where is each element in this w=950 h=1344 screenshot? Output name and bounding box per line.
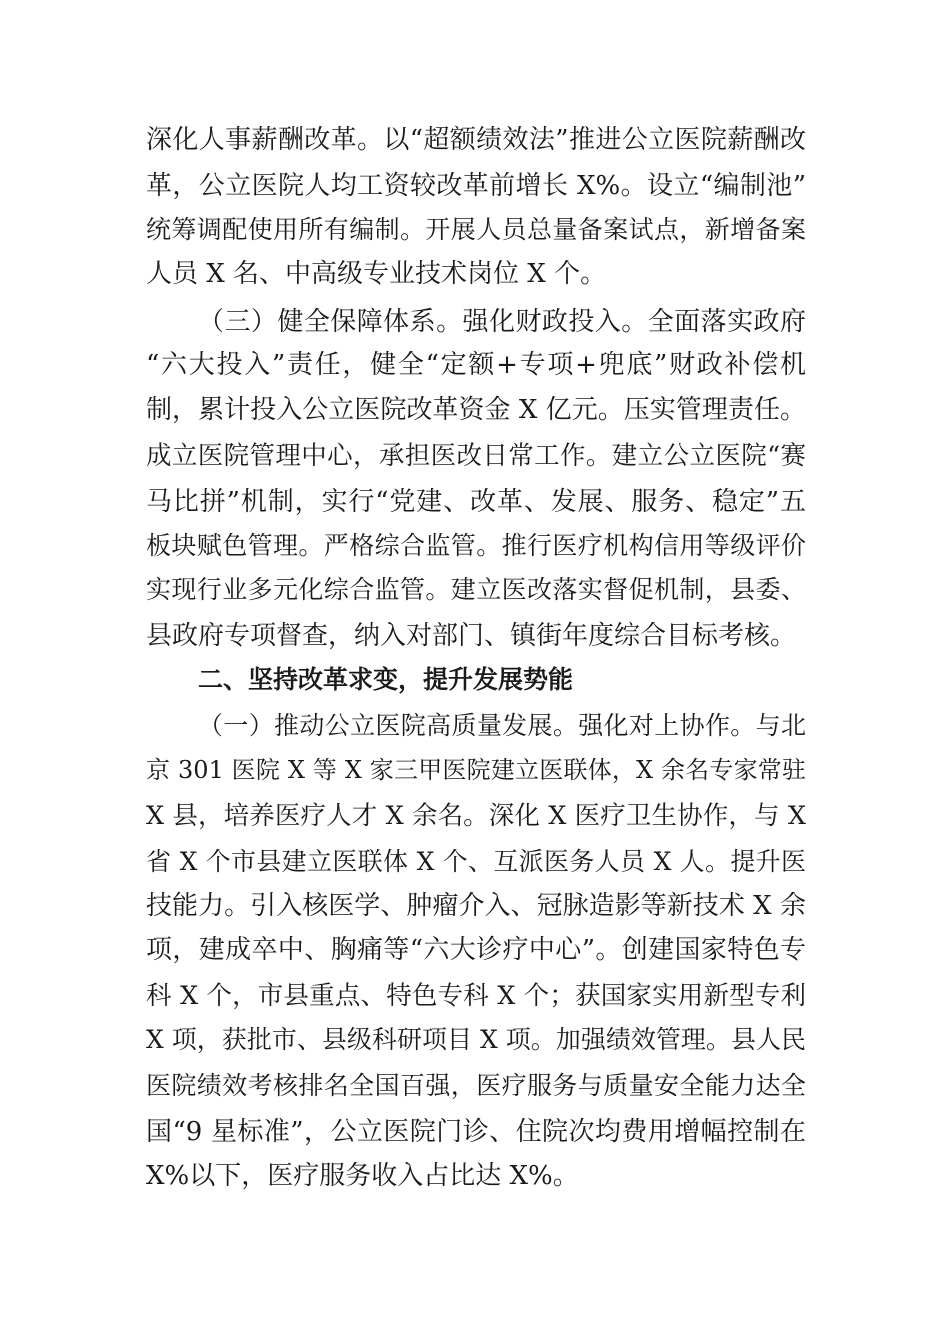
paragraph-3-line-1: （一）推动公立医院高质量发展。强化对上协作。与北 [198, 711, 806, 740]
paragraph-3-line-3: X 县，培养医疗人才 X 余名。深化 X 医疗卫生协作，与 X [146, 801, 806, 831]
paragraph-1-line-1: 深化人事薪酬改革。以“超额绩效法”推进公立医院薪酬改 [146, 125, 806, 155]
paragraph-2-line-7: 实现行业多元化综合监管。建立医改落实督促机制，县委、 [146, 575, 806, 604]
paragraph-2-line-5: 马比拼”机制，实行“党建、改革、发展、服务、稳定”五 [146, 487, 806, 517]
paragraph-1-line-2: 革，公立医院人均工资较改革前增长 X%。设立“编制池” [146, 171, 806, 201]
paragraph-3-line-10: 国“9 星标准”，公立医院门诊、住院次均费用增幅控制在 [146, 1117, 806, 1147]
paragraph-3-line-2: 京 301 医院 X 等 X 家三甲医院建立医联体，X 余名专家常驻 [146, 756, 806, 784]
paragraph-1-line-4: 人员 X 名、中高级专业技术岗位 X 个。 [146, 259, 607, 289]
paragraph-1-line-3: 统筹调配使用所有编制。开展人员总量备案试点，新增备案 [146, 215, 806, 244]
paragraph-3-line-4: 省 X 个市县建立医联体 X 个、互派医务人员 X 人。提升医 [146, 847, 806, 876]
paragraph-2-line-2: “六大投入”责任，健全“定额+专项+兜底”财政补偿机 [146, 350, 806, 380]
section-heading: 二、坚持改革求变，提升发展势能 [198, 665, 574, 694]
paragraph-2-line-8: 县政府专项督查，纳入对部门、镇街年度综合目标考核。 [146, 621, 797, 651]
paragraph-2-line-4: 成立医院管理中心，承担医改日常工作。建立公立医院“赛 [146, 441, 806, 471]
paragraph-2-line-1: （三）健全保障体系。强化财政投入。全面落实政府 [198, 307, 806, 337]
paragraph-3-line-11: X%以下，医疗服务收入占比达 X%。 [146, 1161, 579, 1191]
paragraph-3-line-6: 项，建成卒中、胸痛等“六大诊疗中心”。创建国家特色专 [146, 935, 806, 965]
paragraph-3-line-5: 技能力。引入核医学、肿瘤介入、冠脉造影等新技术 X 余 [146, 891, 806, 921]
paragraph-3-line-7: 科 X 个，市县重点、特色专科 X 个；获国家实用新型专利 [146, 981, 806, 1011]
paragraph-2-line-6: 板块赋色管理。严格综合监管。推行医疗机构信用等级评价 [146, 531, 806, 560]
paragraph-2-line-3: 制，累计投入公立医院改革资金 X 亿元。压实管理责任。 [146, 395, 806, 425]
paragraph-3-line-8: X 项，获批市、县级科研项目 X 项。加强绩效管理。县人民 [146, 1025, 806, 1054]
paragraph-3-line-9: 医院绩效考核排名全国百强，医疗服务与质量安全能力达全 [146, 1071, 806, 1100]
